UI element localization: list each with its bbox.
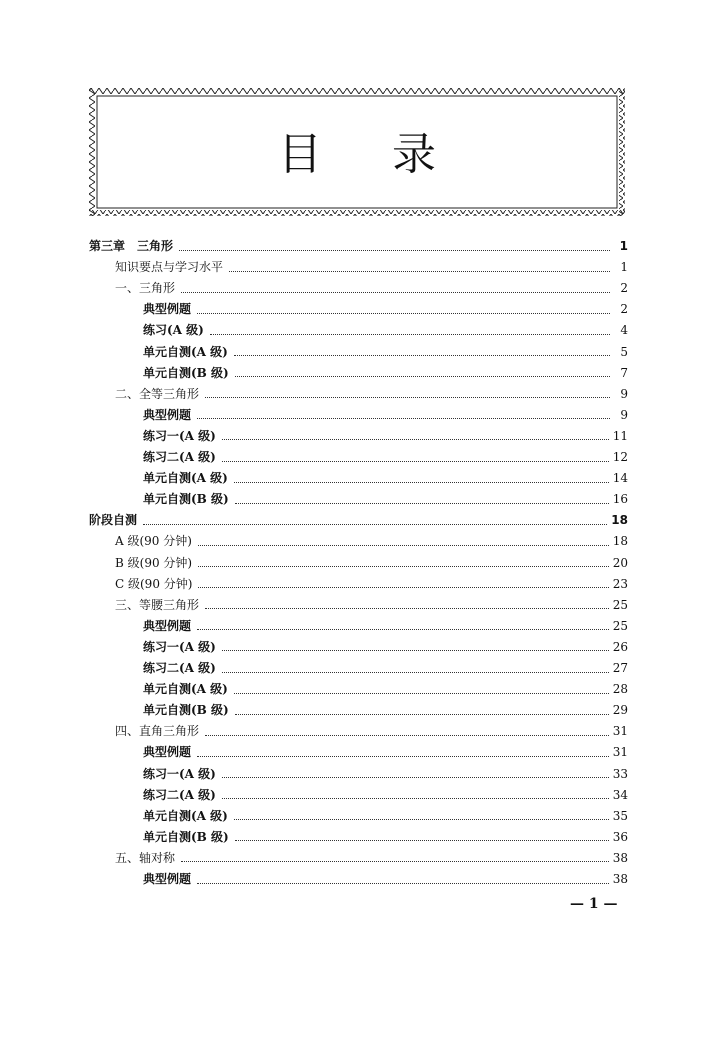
toc-entry (143, 320, 628, 340)
toc-entry-label: 典型例题 (143, 407, 192, 422)
toc-entry-label: 练习一(A 级) (143, 766, 216, 781)
dot-leader (205, 387, 610, 398)
toc-entry-label: 四、直角三角形 (115, 724, 200, 739)
dot-leader (222, 429, 609, 440)
dot-leader (222, 640, 609, 651)
dot-leader (197, 408, 610, 419)
toc-entry-label: 三、等腰三角形 (115, 597, 200, 612)
toc-entry (115, 848, 628, 868)
toc-entry-page: 2 (620, 281, 628, 296)
dot-leader (229, 261, 610, 272)
toc-entry-page: 9 (620, 407, 628, 422)
dot-leader (197, 746, 609, 757)
toc-entry (89, 236, 628, 256)
dot-leader (205, 598, 609, 609)
toc-entry-page: 18 (612, 534, 628, 549)
page-number: — 1 — (570, 896, 618, 912)
toc-entry-label: 典型例题 (143, 745, 192, 760)
toc-entry-page: 38 (612, 872, 628, 886)
dot-leader (222, 767, 609, 778)
dot-leader (235, 493, 609, 504)
toc-entry (143, 342, 628, 362)
toc-entry-label: 知识要点与学习水平 (115, 260, 224, 275)
dot-leader (235, 704, 609, 715)
toc-entry (115, 595, 628, 615)
toc-entry-page: 9 (620, 386, 628, 401)
toc-entry-label: 单元自测(A 级) (143, 682, 228, 697)
dot-leader (143, 514, 607, 525)
dot-leader (181, 851, 609, 862)
toc-entry-page: 5 (620, 344, 628, 359)
toc-entry-page: 31 (612, 745, 628, 760)
toc-entry (143, 447, 628, 467)
toc-entry (115, 384, 628, 404)
toc-entry (143, 679, 628, 699)
toc-entry-label: 二、全等三角形 (115, 386, 200, 401)
toc-entry (143, 806, 628, 826)
toc-entry-page: 4 (620, 323, 628, 338)
toc-entry-page: 38 (612, 850, 628, 865)
toc-entry-label: 单元自测(A 级) (143, 344, 228, 359)
toc-entry (143, 616, 628, 636)
toc-entry-page: 1 (619, 239, 628, 253)
toc-entry-page: 20 (612, 555, 628, 570)
toc-entry (115, 278, 628, 298)
toc-entry-page: 25 (612, 618, 628, 633)
toc-entry-label: 练习(A 级) (143, 323, 204, 338)
toc-entry (115, 531, 628, 551)
dot-leader (198, 577, 608, 588)
toc-entry (143, 468, 628, 488)
dot-leader (197, 303, 610, 314)
toc-entry-page: 33 (612, 766, 628, 781)
dot-leader (234, 345, 610, 356)
toc-entry-label: 第三章 三角形 (89, 239, 174, 253)
toc-entry-label: 单元自测(B 级) (143, 703, 229, 718)
toc-entry-label: 练习二(A 级) (143, 787, 216, 802)
toc-entry-label: 练习二(A 级) (143, 450, 216, 464)
toc-entry (143, 426, 628, 446)
toc-entry (143, 869, 628, 889)
toc-entry-page: 35 (612, 808, 628, 823)
toc-entry-page: 29 (612, 703, 628, 718)
toc-entry (143, 827, 628, 847)
toc-entry-page: 2 (620, 302, 628, 317)
toc-entry-label: B 级(90 分钟) (115, 555, 193, 570)
toc-entry-page: 16 (612, 492, 628, 507)
toc-entry (115, 257, 628, 277)
toc-entry (143, 405, 628, 425)
dot-leader (198, 535, 609, 546)
dot-leader (205, 725, 609, 736)
toc-entry-label: 单元自测(A 级) (143, 808, 228, 823)
toc-entry-label: 阶段自测 (89, 513, 138, 528)
toc-entry (143, 637, 628, 657)
dot-leader (210, 324, 610, 335)
toc-entry (143, 785, 628, 805)
toc-entry-label: 单元自测(B 级) (143, 365, 229, 380)
toc-entry-label: 典型例题 (143, 302, 192, 317)
toc-entry (143, 764, 628, 784)
toc-entry-page: 36 (612, 829, 628, 844)
toc-entry-page: 11 (612, 428, 628, 443)
toc-entry (143, 700, 628, 720)
title-right: 录 (392, 129, 436, 180)
dot-leader (197, 619, 609, 630)
toc-entry-page: 12 (612, 450, 628, 464)
toc-entry-label: 典型例题 (143, 618, 192, 633)
dot-leader (235, 830, 609, 841)
toc-entry-page: 1 (620, 260, 628, 275)
dot-leader (234, 683, 609, 694)
toc-entry (115, 574, 628, 594)
toc-entry-label: 单元自测(A 级) (143, 471, 228, 486)
toc-entry-page: 27 (612, 661, 628, 675)
toc-entry-label: C 级(90 分钟) (115, 576, 193, 591)
dot-leader (234, 809, 609, 820)
toc-entry-page: 25 (612, 597, 628, 612)
toc-entry-label: A 级(90 分钟) (115, 534, 192, 549)
title-left: 目 (278, 129, 322, 180)
toc-entry-page: 31 (612, 724, 628, 739)
dot-leader (234, 472, 609, 483)
toc-entry (143, 658, 628, 678)
toc-entry-label: 五、轴对称 (115, 850, 176, 865)
toc-entry-label: 练习一(A 级) (143, 639, 216, 654)
title-frame (89, 88, 625, 216)
toc-entry-page: 14 (612, 471, 628, 486)
toc-entry-page: 26 (612, 639, 628, 654)
toc-entry-label: 典型例题 (143, 872, 192, 886)
toc-entry (143, 489, 628, 509)
dot-leader (179, 240, 610, 251)
toc-entry (143, 299, 628, 319)
toc-entry-label: 一、三角形 (115, 281, 176, 296)
toc-entry-label: 单元自测(B 级) (143, 829, 229, 844)
toc-entry (143, 742, 628, 762)
dot-leader (222, 788, 609, 799)
dot-leader (222, 451, 609, 462)
page-title (89, 118, 625, 182)
toc-entry-label: 练习二(A 级) (143, 661, 216, 675)
dot-leader (235, 366, 610, 377)
toc-entry (115, 721, 628, 741)
toc-entry-page: 18 (611, 513, 628, 528)
dot-leader (198, 556, 609, 567)
dot-leader (222, 662, 609, 673)
toc-entry-page: 7 (620, 365, 628, 380)
toc-entry-label: 单元自测(B 级) (143, 492, 229, 507)
toc-entry-page: 28 (612, 682, 628, 697)
dot-leader (197, 873, 609, 884)
toc-entry (89, 510, 628, 530)
toc-entry (143, 363, 628, 383)
dot-leader (181, 282, 610, 293)
toc-entry-label: 练习一(A 级) (143, 428, 216, 443)
toc-entry-page: 34 (612, 787, 628, 802)
toc-entry (115, 553, 628, 573)
toc-entry-page: 23 (612, 576, 628, 591)
